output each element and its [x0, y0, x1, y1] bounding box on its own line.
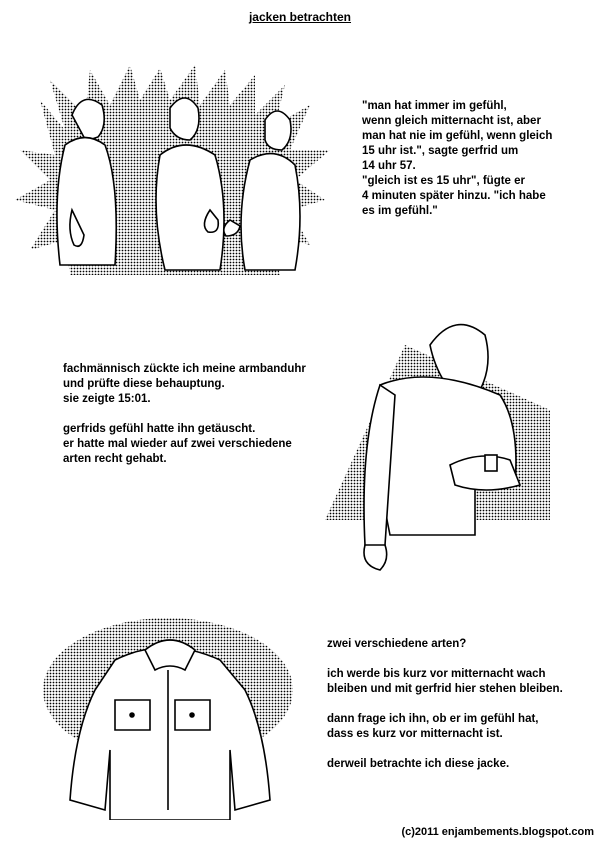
text-line: dann frage ich ihn, ob er im gefühl hat, — [327, 713, 539, 725]
quote-line: "man hat immer im gefühl, — [362, 100, 507, 112]
quote-line: wenn gleich mitternacht ist, aber — [362, 115, 541, 127]
text-line: und prüfte diese behauptung. — [63, 378, 225, 390]
quote-line: es im gefühl." — [362, 205, 438, 217]
page-title: jacken betrachten — [248, 10, 352, 24]
text-line: sie zeigte 15:01. — [63, 393, 151, 405]
text-line: arten recht gehabt. — [63, 453, 167, 465]
quote-text — [362, 99, 552, 219]
quote-line: 15 uhr ist.", sagte gerfrid um — [362, 145, 519, 157]
quote-line: "gleich ist es 15 uhr", fügte er — [362, 175, 526, 187]
man-with-watch-illustration — [320, 305, 550, 580]
watch-text — [63, 362, 306, 467]
jacket-illustration — [40, 615, 295, 820]
quote-line: man hat nie im gefühl, wenn gleich — [362, 130, 553, 142]
text-line: fachmännisch zückte ich meine armbanduhr — [63, 363, 306, 375]
jacket-text — [327, 637, 563, 772]
text-line: er hatte mal wieder auf zwei verschiedene — [63, 438, 292, 450]
text-line: derweil betrachte ich diese jacke. — [327, 758, 510, 770]
text-line: zwei verschiedene arten? — [327, 638, 467, 650]
copyright-footer: (c)2011 enjambements.blogspot.com — [401, 826, 594, 838]
quote-line: 4 minuten später hinzu. "ich habe — [362, 190, 546, 202]
text-line: dass es kurz vor mitternacht ist. — [327, 728, 503, 740]
three-men-illustration — [10, 60, 340, 290]
text-line: ich werde bis kurz vor mitternacht wach — [327, 668, 546, 680]
text-line: gerfrids gefühl hatte ihn getäuscht. — [63, 423, 256, 435]
quote-line: 14 uhr 57. — [362, 160, 416, 172]
text-line: bleiben und mit gerfrid hier stehen bleiben. — [327, 683, 563, 695]
